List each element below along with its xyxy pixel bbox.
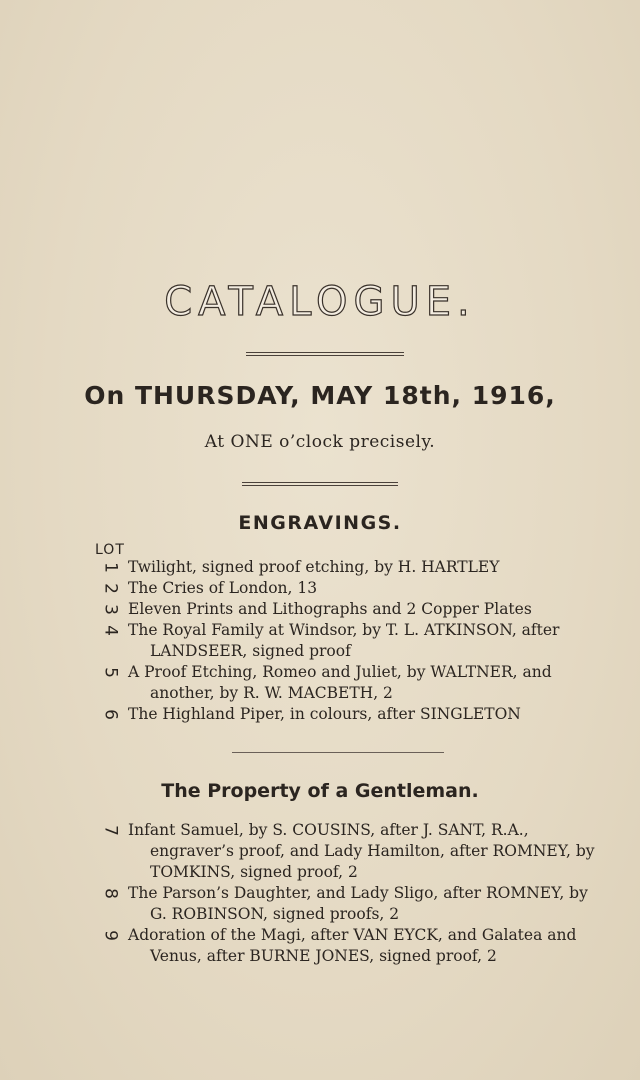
lot-description-line: LANDSEER, signed proof (150, 642, 351, 660)
lot-description (128, 820, 595, 883)
lot-description (128, 925, 577, 967)
lot-description (128, 662, 568, 704)
lot-description-line: The Highland Piper, in colours, after SINGLETON (128, 705, 521, 723)
lot-description-line: Infant Samuel, by S. COUSINS, after J. SANT, R.A., (128, 821, 529, 839)
lot-description-line: The Cries of London, 13 (128, 579, 318, 597)
lot-description-line: Eleven Prints and Lithographs and 2 Copper Plates (128, 600, 532, 618)
lot-column-header: LOT (95, 542, 125, 558)
sale-time: At ONE o’clock precisely. (204, 432, 436, 452)
lot-description-line: The Parson’s Daughter, and Lady Sligo, after ROMNEY, by (128, 884, 588, 902)
lot-description-line: Venus, after BURNE JONES, signed proof, 2 (150, 947, 497, 965)
lot-description (128, 578, 568, 599)
lot-description (128, 620, 568, 662)
lot-number: 3 (100, 604, 121, 615)
lot-description-line: G. ROBINSON, signed proofs, 2 (150, 905, 400, 923)
lot-number: 5 (100, 667, 121, 678)
lot-number: 8 (100, 888, 121, 899)
lot-description-line: Twilight, signed proof etching, by H. HARTLEY (128, 558, 500, 576)
lot-number: 9 (100, 930, 121, 941)
property-heading: The Property of a Gentleman. (161, 780, 479, 802)
lot-number: 6 (100, 709, 121, 720)
sale-date: On THURSDAY, MAY 18th, 1916, (84, 381, 556, 410)
title-divider (246, 352, 404, 356)
catalogue-title: CATALOGUE. (164, 279, 476, 325)
section-divider (232, 752, 444, 753)
lot-number: 4 (100, 625, 121, 636)
lot-number: 2 (100, 583, 121, 594)
lot-description-line: Adoration of the Magi, after VAN EYCK, and Galatea and (128, 926, 577, 944)
lot-description-line: TOMKINS, signed proof, 2 (150, 863, 358, 881)
lot-description-line: The Royal Family at Windsor, by T. L. ATKINSON, after (128, 621, 560, 639)
lot-number: 1 (100, 562, 121, 573)
lot-description-line: another, by R. W. MACBETH, 2 (150, 684, 393, 702)
section-heading-engravings: ENGRAVINGS. (238, 512, 402, 534)
lot-description (128, 883, 588, 925)
lot-description (128, 704, 568, 725)
lot-description-line: engraver’s proof, and Lady Hamilton, after ROMNEY, by (150, 842, 595, 860)
lot-number: 7 (100, 825, 121, 836)
date-divider (242, 482, 398, 486)
lot-description (128, 599, 568, 620)
lot-description-line: A Proof Etching, Romeo and Juliet, by WALTNER, and (128, 663, 552, 681)
lot-description (128, 557, 568, 578)
